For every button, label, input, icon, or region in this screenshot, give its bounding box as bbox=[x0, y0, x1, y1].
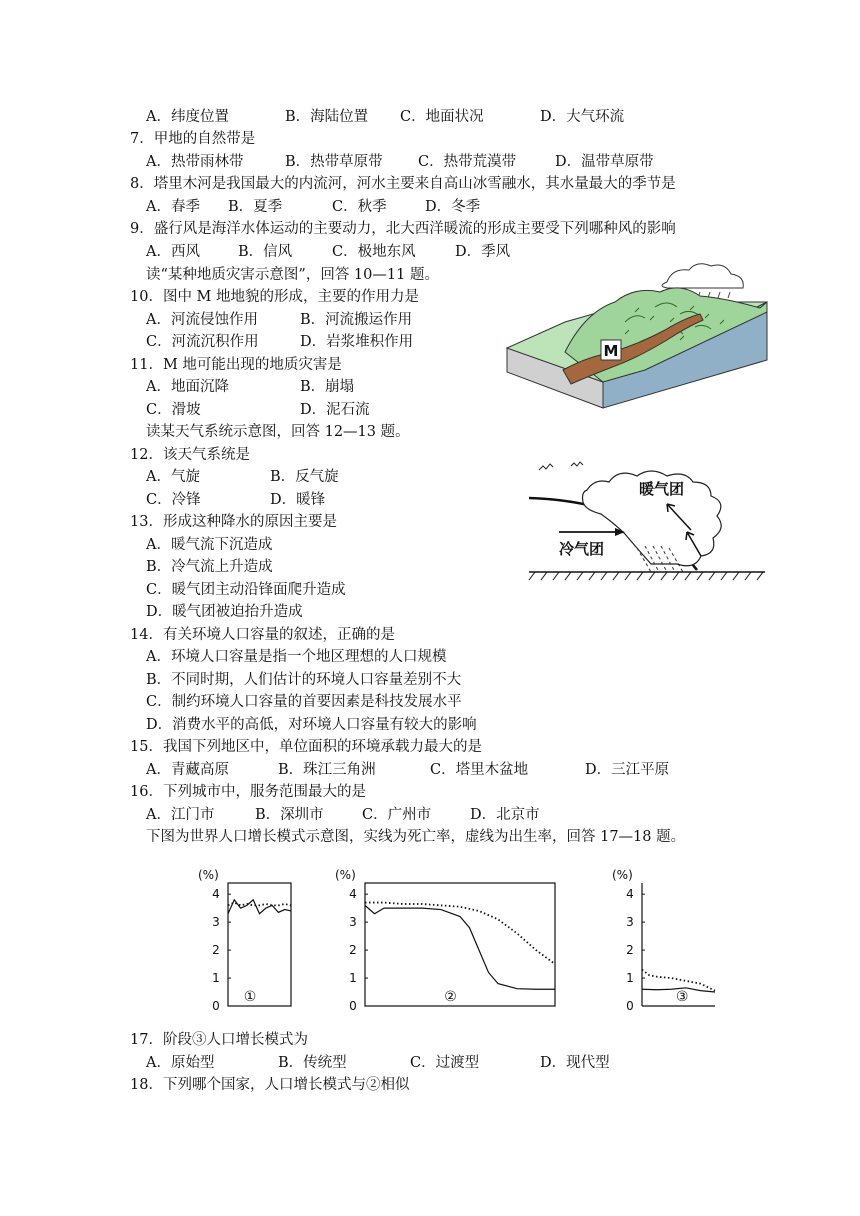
q15-option-a: A．青藏高原 bbox=[146, 762, 229, 778]
q15-option-d: D．三江平原 bbox=[585, 762, 670, 778]
birth-rate-line bbox=[365, 903, 555, 965]
q17-stem: 17．阶段③人口增长模式为 bbox=[130, 1032, 308, 1048]
q13-option-b: B．冷气流上升造成 bbox=[146, 559, 273, 575]
y-tick-label: 1 bbox=[212, 971, 220, 986]
q13-stem: 13．形成这种降水的原因主要是 bbox=[130, 514, 337, 530]
reading-instruction-2: 读某天气系统示意图，回答 12—13 题。 bbox=[146, 424, 410, 440]
population-chart-1 bbox=[195, 866, 295, 1016]
q8-stem: 8．塔里木河是我国最大的内流河，河水主要来自高山冰雪融水，其水量最大的季节是 bbox=[130, 176, 676, 192]
q10-option-b: B．河流搬运作用 bbox=[300, 312, 413, 328]
q8-option-b: B．夏季 bbox=[228, 199, 283, 215]
q18-stem: 18．下列哪个国家，人口增长模式与②相似 bbox=[130, 1077, 410, 1093]
q9-option-b: B．信风 bbox=[238, 244, 293, 260]
q10-option-a: A．河流侵蚀作用 bbox=[146, 312, 258, 328]
q7-stem: 7．甲地的自然带是 bbox=[130, 131, 256, 147]
plot-frame bbox=[365, 883, 555, 1006]
y-tick-label: 1 bbox=[349, 971, 357, 986]
q8-option-d: D．冬季 bbox=[425, 199, 481, 215]
death-rate-line bbox=[365, 905, 555, 989]
y-axis-label: (%) bbox=[335, 868, 356, 882]
q14-option-b: B．不同时期，人们估计的环境人口容量差别不大 bbox=[146, 672, 462, 688]
q14-option-a: A．环境人口容量是指一个地区理想的人口规模 bbox=[146, 649, 447, 665]
q16-option-d: D．北京市 bbox=[470, 807, 540, 823]
y-tick-label: 1 bbox=[626, 971, 634, 986]
q17-option-c: C．过渡型 bbox=[410, 1055, 480, 1071]
q14-option-d: D．消费水平的高低，对环境人口容量有较大的影响 bbox=[146, 717, 477, 733]
q11-option-c: C．滑坡 bbox=[146, 402, 201, 418]
cold-air-mass-label: 冷气团 bbox=[559, 540, 605, 558]
q8-option-c: C．秋季 bbox=[332, 199, 387, 215]
q6-option-a: A．纬度位置 bbox=[146, 109, 229, 125]
death-rate-line bbox=[228, 900, 291, 914]
q16-option-a: A．江门市 bbox=[146, 807, 215, 823]
warm-air-mass-label: 暖气团 bbox=[639, 480, 685, 498]
plot-frame bbox=[228, 883, 291, 1006]
stage-label: ① bbox=[243, 989, 257, 1005]
y-tick-label: 2 bbox=[626, 943, 634, 958]
y-tick-label: 0 bbox=[349, 999, 357, 1013]
q15-option-b: B．珠江三角洲 bbox=[278, 762, 376, 778]
q10-option-d: D．岩浆堆积作用 bbox=[300, 334, 414, 350]
population-chart-2 bbox=[335, 866, 565, 1016]
q11-stem: 11．M 地可能出现的地质灾害是 bbox=[130, 357, 342, 373]
q15-stem: 15．我国下列地区中，单位面积的环境承载力最大的是 bbox=[130, 739, 482, 755]
q16-option-b: B．深圳市 bbox=[255, 807, 324, 823]
q11-option-a: A．地面沉降 bbox=[146, 379, 229, 395]
q8-option-a: A．春季 bbox=[146, 199, 200, 215]
q13-option-d: D．暖气团被迫抬升造成 bbox=[146, 604, 303, 620]
q12-option-c: C．冷锋 bbox=[146, 492, 201, 508]
q9-option-a: A．西风 bbox=[146, 244, 200, 260]
q9-stem: 9．盛行风是海洋水体运动的主要动力，北大西洋暖流的形成主要受下列哪种风的影响 bbox=[130, 221, 676, 237]
q16-stem: 16．下列城市中，服务范围最大的是 bbox=[130, 784, 366, 800]
q12-option-d: D．暖锋 bbox=[270, 492, 326, 508]
reading-instruction-3: 下图为世界人口增长模式示意图，实线为死亡率，虚线为出生率，回答 17—18 题。 bbox=[146, 829, 686, 845]
y-tick-label: 4 bbox=[212, 887, 220, 902]
q17-option-d: D．现代型 bbox=[540, 1055, 610, 1071]
q10-option-c: C．河流沉积作用 bbox=[146, 334, 259, 350]
q11-option-d: D．泥石流 bbox=[300, 402, 370, 418]
y-tick-label: 3 bbox=[212, 915, 220, 930]
y-axis-label: (%) bbox=[198, 868, 219, 882]
y-tick-label: 4 bbox=[626, 887, 634, 902]
y-tick-label: 3 bbox=[349, 915, 357, 930]
y-axis-label: (%) bbox=[612, 868, 633, 882]
q7-option-a: A．热带雨林带 bbox=[146, 154, 244, 170]
q9-option-c: C．极地东风 bbox=[332, 244, 416, 260]
q12-option-b: B．反气旋 bbox=[270, 469, 339, 485]
q10-stem: 10．图中 M 地地貌的形成，主要的作用力是 bbox=[130, 289, 420, 305]
q13-option-a: A．暖气流下沉造成 bbox=[146, 537, 273, 553]
q17-option-b: B．传统型 bbox=[278, 1055, 347, 1071]
birth-rate-line bbox=[642, 970, 715, 991]
y-tick-label: 3 bbox=[626, 915, 634, 930]
q12-option-a: A．气旋 bbox=[146, 469, 200, 485]
q9-option-d: D．季风 bbox=[455, 244, 511, 260]
q6-option-c: C．地面状况 bbox=[400, 109, 484, 125]
reading-instruction-1: 读“某种地质灾害示意图”，回答 10—11 题。 bbox=[146, 267, 439, 283]
q13-option-c: C．暖气团主动沿锋面爬升造成 bbox=[146, 582, 346, 598]
q14-stem: 14．有关环境人口容量的叙述，正确的是 bbox=[130, 627, 395, 643]
y-tick-label: 2 bbox=[349, 943, 357, 958]
geological-disaster-diagram bbox=[505, 262, 770, 412]
weather-system-diagram bbox=[527, 460, 767, 588]
q16-option-c: C．广州市 bbox=[362, 807, 432, 823]
population-chart-3 bbox=[610, 866, 720, 1016]
q7-option-c: C．热带荒漠带 bbox=[418, 154, 517, 170]
y-tick-label: 0 bbox=[626, 999, 634, 1013]
q17-option-a: A．原始型 bbox=[146, 1055, 215, 1071]
q15-option-c: C．塔里木盆地 bbox=[430, 762, 529, 778]
q7-option-d: D．温带草原带 bbox=[555, 154, 654, 170]
q7-option-b: B．热带草原带 bbox=[285, 154, 383, 170]
disaster-m-label: M bbox=[603, 342, 619, 360]
y-tick-label: 4 bbox=[349, 887, 357, 902]
q11-option-b: B．崩塌 bbox=[300, 379, 355, 395]
q12-stem: 12．该天气系统是 bbox=[130, 447, 250, 463]
y-tick-label: 2 bbox=[212, 943, 220, 958]
q6-option-d: D．大气环流 bbox=[540, 109, 625, 125]
q6-option-b: B．海陆位置 bbox=[285, 109, 369, 125]
y-tick-label: 0 bbox=[212, 999, 220, 1013]
stage-label: ③ bbox=[675, 989, 689, 1005]
q14-option-c: C．制约环境人口容量的首要因素是科技发展水平 bbox=[146, 694, 462, 710]
stage-label: ② bbox=[444, 989, 457, 1005]
